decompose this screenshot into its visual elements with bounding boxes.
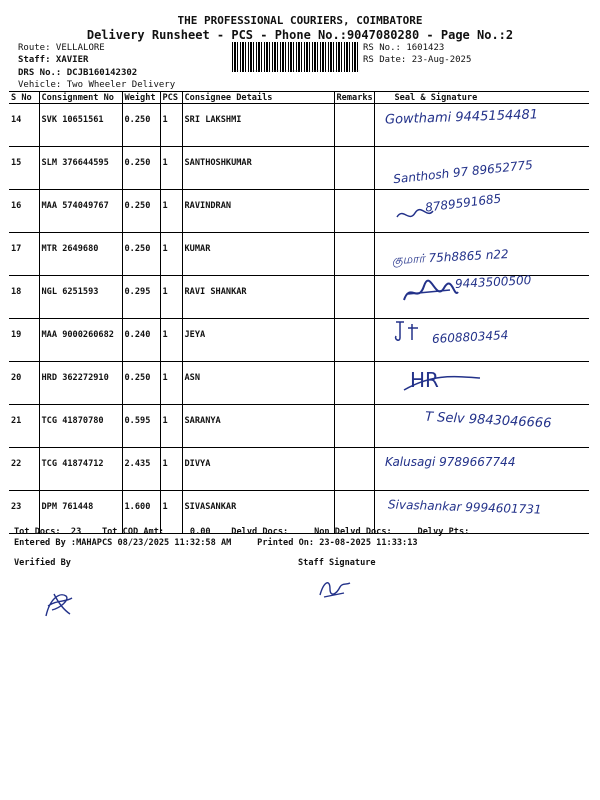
handwritten-signature: Gowthami 9445154481 [384,107,539,128]
remarks [334,190,374,233]
column-header: S No [9,92,39,104]
handwritten-signature: 9443500500 [454,273,532,291]
handwritten-signature: 8789591685 [424,191,502,215]
weight: 0.250 [122,233,160,276]
consignee-name: JEYA [182,319,334,362]
remarks [334,104,374,147]
consignee-name: SRI LAKSHMI [182,104,334,147]
scribble-mark [392,318,422,344]
pieces: 1 [160,233,182,276]
consignee-name: SARANYA [182,405,334,448]
pieces: 1 [160,362,182,405]
column-header: Consignee Details [182,92,334,104]
staff-label: Staff: XAVIER [18,55,89,65]
table-row [9,448,589,491]
table-header-row [9,92,589,104]
remarks [334,405,374,448]
weight: 0.250 [122,190,160,233]
serial-number: 16 [9,190,39,233]
serial-number: 14 [9,104,39,147]
weight: 0.250 [122,147,160,190]
runsheet-title: Delivery Runsheet - PCS - Phone No.:9047080280 - Page No.:2 [86,28,514,42]
consignment-number: DPM 761448 [39,491,122,534]
consignment-number: TCG 41874712 [39,448,122,491]
consignment-number: MTR 2649680 [39,233,122,276]
column-header: Consignment No [39,92,122,104]
consignee-name: ASN [182,362,334,405]
totals-summary: Tot Docs: 23 Tot COD Amt: 0.00 Delvd Docs: Non Delvd Docs: Delvy Pts: [14,527,470,537]
handwritten-signature: HR [410,368,439,392]
consignment-number: NGL 6251593 [39,276,122,319]
weight: 0.240 [122,319,160,362]
serial-number: 23 [9,491,39,534]
staff-signature-label: Staff Signature [298,558,376,568]
handwritten-signature: T Selv 9843046666 [424,409,552,432]
pieces: 1 [160,448,182,491]
consignee-name: RAVINDRAN [182,190,334,233]
consignee-name: DIVYA [182,448,334,491]
verified-by-label: Verified By [14,558,71,568]
weight: 0.250 [122,362,160,405]
company-name: THE PROFESSIONAL COURIERS, COIMBATORE [177,14,423,27]
pieces: 1 [160,276,182,319]
pieces: 1 [160,147,182,190]
remarks [334,362,374,405]
consignee-name: RAVI SHANKAR [182,276,334,319]
weight: 0.295 [122,276,160,319]
barcode-icon [232,42,360,72]
column-header: Remarks [334,92,374,104]
signature-cell [374,448,589,491]
consignee-name: KUMAR [182,233,334,276]
serial-number: 18 [9,276,39,319]
remarks [334,147,374,190]
serial-number: 21 [9,405,39,448]
consignment-number: HRD 362272910 [39,362,122,405]
vehicle-label: Vehicle: Two Wheeler Delivery [18,80,176,90]
consignee-name: SANTHOSHKUMAR [182,147,334,190]
pieces: 1 [160,190,182,233]
route-label: Route: VELLALORE [18,43,105,53]
weight: 0.595 [122,405,160,448]
remarks [334,448,374,491]
consignment-number: SVK 10651561 [39,104,122,147]
remarks [334,233,374,276]
scribble-mark [402,372,482,394]
scribble-mark [400,278,460,308]
handwritten-signature: Santhosh 97 89652775 [392,157,534,187]
weight: 0.250 [122,104,160,147]
rs-date: RS Date: 23-Aug-2025 [363,55,472,65]
column-header: Seal & Signature [374,92,589,104]
remarks [334,319,374,362]
pieces: 1 [160,491,182,534]
staff-signature-icon [316,575,352,603]
handwritten-signature: Kalusagi 9789667744 [385,455,516,469]
handwritten-signature: Sivashankar 9994601731 [387,497,542,517]
weight: 1.600 [122,491,160,534]
scribble-mark [395,205,435,225]
consignment-number: MAA 9000260682 [39,319,122,362]
table-row [9,362,589,405]
pieces: 1 [160,405,182,448]
drs-number: DRS No.: DCJB160142302 [18,68,138,78]
serial-number: 19 [9,319,39,362]
verifier-signature-icon [40,588,76,620]
consignment-number: MAA 574049767 [39,190,122,233]
handwritten-signature: 6608803454 [431,328,509,346]
serial-number: 17 [9,233,39,276]
serial-number: 20 [9,362,39,405]
pieces: 1 [160,319,182,362]
rs-number: RS No.: 1601423 [363,43,445,53]
consignment-number: TCG 41870780 [39,405,122,448]
column-header: PCS [160,92,182,104]
consignment-number: SLM 376644595 [39,147,122,190]
column-header: Weight [122,92,160,104]
weight: 2.435 [122,448,160,491]
table-row [9,190,589,233]
handwritten-signature: குமார் 75h8865 n22 [391,246,509,268]
remarks [334,276,374,319]
serial-number: 22 [9,448,39,491]
pieces: 1 [160,104,182,147]
serial-number: 15 [9,147,39,190]
consignee-name: SIVASANKAR [182,491,334,534]
entered-by: Entered By :MAHAPCS 08/23/2025 11:32:58 AM Printed On: 23-08-2025 11:33:13 [14,538,418,548]
